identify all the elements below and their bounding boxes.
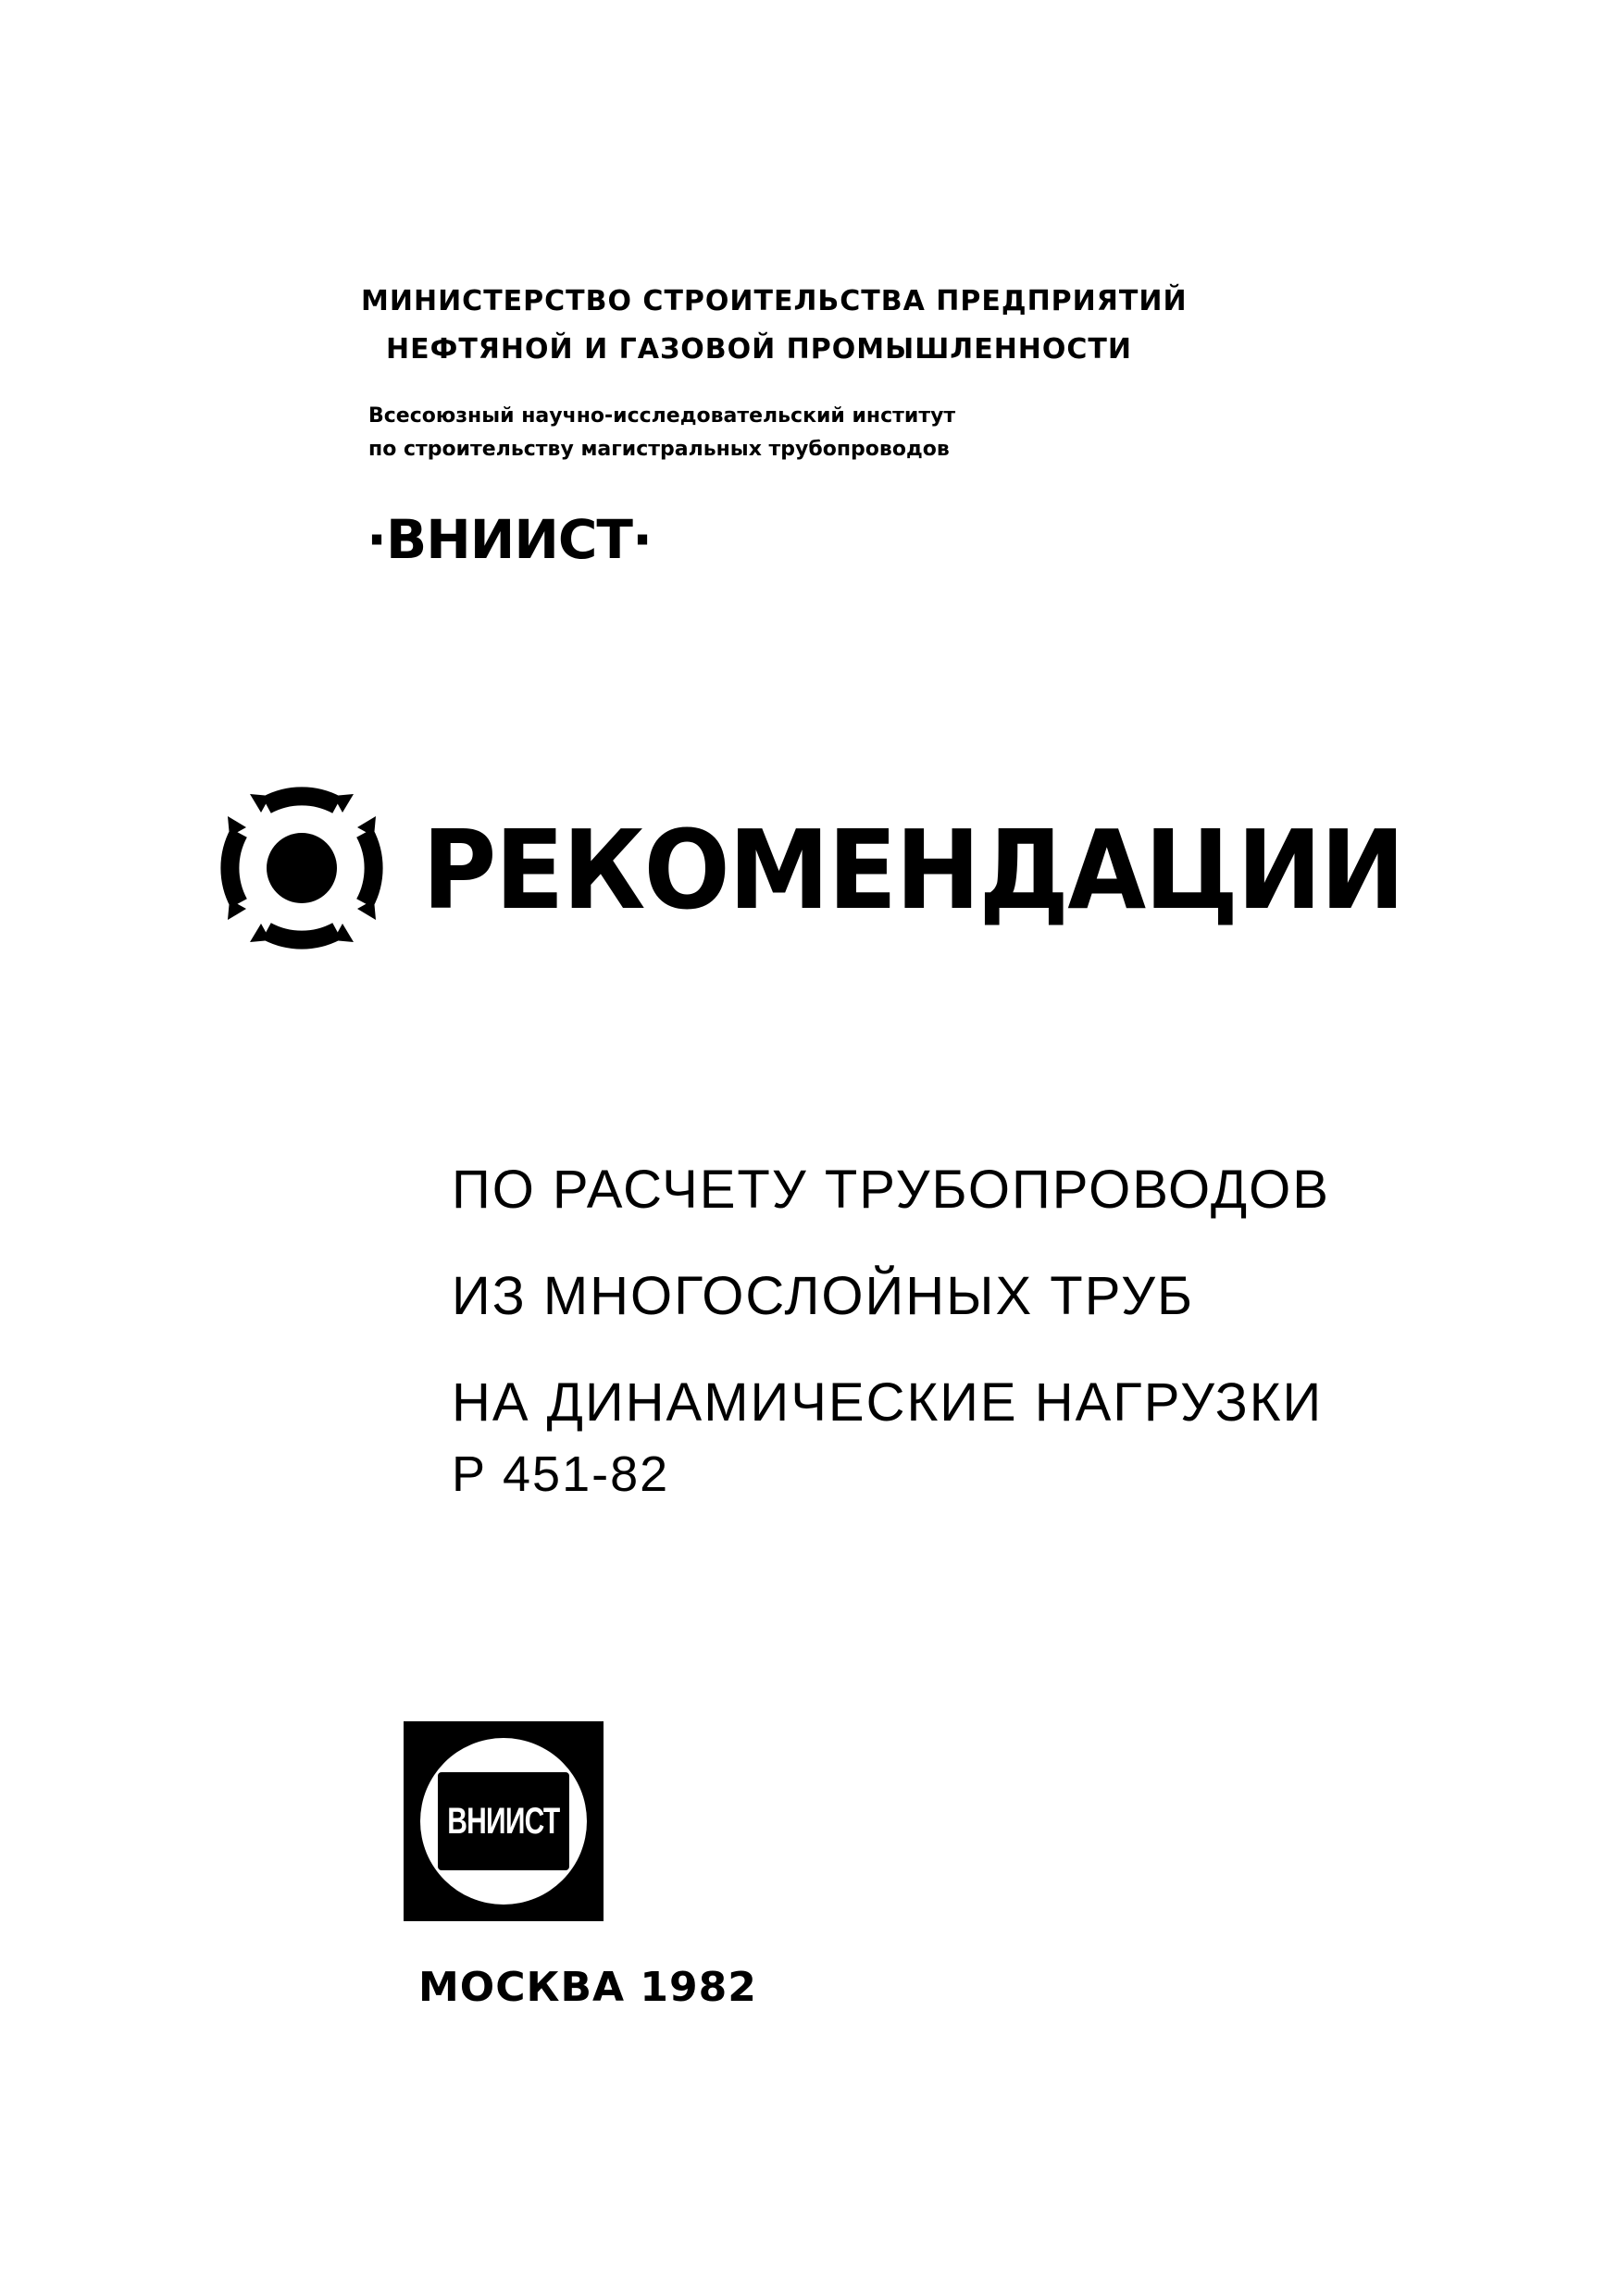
publisher-logo	[404, 1721, 604, 1921]
subtitle-line-1: ПО РАСЧЕТУ ТРУБОПРОВОДОВ	[452, 1160, 1330, 1220]
institute-name	[368, 400, 955, 466]
document-code: Р 451-82	[452, 1446, 670, 1502]
ministry-header	[361, 278, 1188, 374]
subtitle-line-3: НА ДИНАМИЧЕСКИЕ НАГРУЗКИ	[452, 1372, 1324, 1433]
ministry-line-2: НЕФТЯНОЙ И ГАЗОВОЙ ПРОМЫШЛЕННОСТИ	[385, 333, 1132, 366]
ministry-line-1: МИНИСТЕРСТВО СТРОИТЕЛЬСТВА ПРЕДПРИЯТИЙ	[361, 285, 1188, 317]
logo-text: ВНИИСТ	[447, 1800, 560, 1842]
subtitle-line-2: ИЗ МНОГОСЛОЙНЫХ ТРУБ	[452, 1266, 1195, 1326]
logo-inner-plate	[438, 1772, 569, 1870]
institute-acronym: ·ВНИИСТ·	[367, 508, 653, 571]
document-subtitle	[452, 1136, 1330, 1456]
document-title: РЕКОМЕНДАЦИИ	[422, 806, 1404, 934]
gear-emblem-icon	[209, 776, 394, 961]
city-year: МОСКВА 1982	[418, 1964, 757, 2011]
institute-line-2: по строительству магистральных трубопроводов	[368, 438, 950, 461]
institute-line-1: Всесоюзный научно-исследовательский институт	[368, 404, 956, 428]
